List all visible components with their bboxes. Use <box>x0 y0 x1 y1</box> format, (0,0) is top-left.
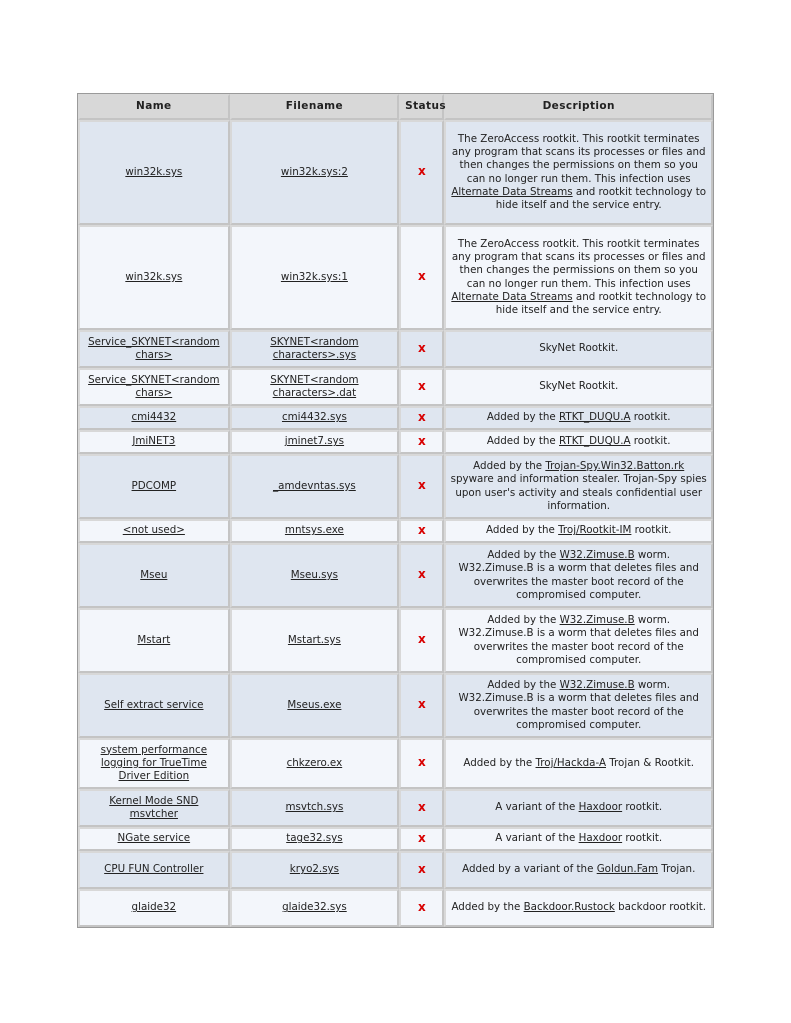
cell-description <box>444 330 713 368</box>
description-text: Added by the <box>487 548 560 561</box>
description-text: rootkit. <box>630 435 671 448</box>
cell-name <box>78 519 230 543</box>
cell-status <box>399 368 444 406</box>
cell-filename <box>230 738 400 789</box>
table-row <box>78 738 713 789</box>
name-link[interactable]: Mseu <box>140 568 168 581</box>
status-x-icon: x <box>417 522 426 537</box>
description-text: A variant of the <box>495 832 579 845</box>
description-text: rootkit. <box>622 801 663 814</box>
description-text: Added by the <box>463 756 536 769</box>
cell-name <box>78 430 230 454</box>
cell-filename <box>230 673 400 738</box>
table-row <box>78 430 713 454</box>
name-link[interactable]: NGate service <box>117 832 191 845</box>
status-x-icon: x <box>417 433 426 448</box>
filename-link[interactable]: chkzero.ex <box>286 756 343 769</box>
header-description: Description <box>444 94 713 120</box>
status-x-icon: x <box>417 567 426 582</box>
cell-filename <box>230 851 400 889</box>
cell-description <box>444 543 713 608</box>
description-text: Added by the <box>487 613 560 626</box>
cell-name <box>78 851 230 889</box>
cell-status <box>399 827 444 851</box>
description-text: rootkit. <box>630 411 671 424</box>
header-status: Status <box>399 94 444 120</box>
cell-description <box>444 608 713 673</box>
filename-link[interactable]: Mseus.exe <box>287 698 342 711</box>
description-text: Added by the <box>451 901 524 914</box>
table-row <box>78 673 713 738</box>
filename-link[interactable]: mntsys.exe <box>284 524 344 537</box>
description-text: rootkit. <box>631 524 672 537</box>
table-row <box>78 120 713 225</box>
status-x-icon: x <box>417 899 426 914</box>
status-x-icon: x <box>417 409 426 424</box>
description-text: Added by the <box>487 678 560 691</box>
filename-link[interactable]: win32k.sys:1 <box>280 270 348 283</box>
cell-name <box>78 673 230 738</box>
cell-status <box>399 608 444 673</box>
cell-filename <box>230 519 400 543</box>
table-row <box>78 851 713 889</box>
description-text: worm. W32.Zimuse.B is a worm that deletes files and overwrites the master boot record of the compromised computer. <box>458 548 699 601</box>
cell-description <box>444 519 713 543</box>
filename-link[interactable]: jminet7.sys <box>284 435 345 448</box>
cell-description <box>444 225 713 330</box>
filename-link[interactable]: win32k.sys:2 <box>280 165 348 178</box>
description-text: SkyNet Rootkit. <box>539 342 619 355</box>
header-filename: Filename <box>230 94 400 120</box>
table-row <box>78 789 713 827</box>
name-link[interactable]: CPU FUN Controller <box>104 863 204 876</box>
name-link[interactable]: JmiNET3 <box>132 435 176 448</box>
table-row <box>78 608 713 673</box>
cell-name <box>78 368 230 406</box>
description-text: spyware and information stealer. Trojan-Spy spies upon user's activity and steals confidential user information. <box>450 473 707 512</box>
name-link[interactable]: cmi4432 <box>131 411 177 424</box>
name-link[interactable]: Kernel Mode SND msvtcher <box>109 794 199 820</box>
cell-name <box>78 406 230 430</box>
name-link[interactable]: Mstart <box>137 633 171 646</box>
description-link[interactable]: Troj/Rootkit-IM <box>558 524 632 537</box>
description-text: rootkit. <box>622 832 663 845</box>
filename-link[interactable]: SKYNET<random characters>.dat <box>270 373 359 399</box>
cell-filename <box>230 608 400 673</box>
description-text: The ZeroAccess rootkit. This rootkit terminates any program that scans its processes or files and then changes the permissions on them so you can no longer run them. This infection uses <box>451 237 706 290</box>
description-link[interactable]: Goldun.Fam <box>596 863 659 876</box>
filename-link[interactable]: Mstart.sys <box>287 633 341 646</box>
table-row <box>78 827 713 851</box>
cell-description <box>444 120 713 225</box>
status-x-icon: x <box>417 830 426 845</box>
table-header-row <box>78 94 713 120</box>
cell-description <box>444 827 713 851</box>
description-link[interactable]: RTKT_DUQU.A <box>559 411 631 424</box>
status-x-icon: x <box>417 478 426 493</box>
table-row <box>78 519 713 543</box>
table-body <box>78 120 713 927</box>
cell-filename <box>230 368 400 406</box>
infection-table <box>77 93 714 928</box>
description-text: Trojan. <box>658 863 696 876</box>
filename-link[interactable]: SKYNET<random characters>.sys <box>270 335 359 361</box>
cell-filename <box>230 827 400 851</box>
name-link[interactable]: glaide32 <box>131 901 177 914</box>
description-text: Added by the <box>485 524 559 537</box>
cell-name <box>78 120 230 225</box>
header-name: Name <box>78 94 230 120</box>
description-link[interactable]: Troj/Hackda-A <box>535 756 606 769</box>
cell-status <box>399 330 444 368</box>
filename-link[interactable]: kryo2.sys <box>289 863 340 876</box>
cell-name <box>78 454 230 519</box>
description-text: backdoor rootkit. <box>614 901 707 914</box>
cell-name <box>78 827 230 851</box>
filename-link[interactable]: _amdevntas.sys <box>273 479 356 492</box>
description-link[interactable]: Trojan-Spy.Win32.Batton.rk <box>545 459 685 472</box>
filename-link[interactable]: Mseu.sys <box>290 568 339 581</box>
cell-filename <box>230 543 400 608</box>
name-link[interactable]: win32k.sys <box>125 165 183 178</box>
name-link[interactable]: Self extract service <box>104 698 204 711</box>
cell-description <box>444 851 713 889</box>
cell-description <box>444 454 713 519</box>
name-link[interactable]: PDCOMP <box>131 479 177 492</box>
cell-description <box>444 406 713 430</box>
cell-filename <box>230 430 400 454</box>
cell-filename <box>230 225 400 330</box>
cell-description <box>444 430 713 454</box>
description-link[interactable]: Haxdoor <box>578 801 623 814</box>
name-link[interactable]: system performance logging for TrueTime Driver Edition <box>100 743 208 783</box>
description-text: The ZeroAccess rootkit. This rootkit terminates any program that scans its processes or files and then changes the permissions on them so you can no longer run them. This infection uses <box>451 132 706 185</box>
description-link[interactable]: Alternate Data Streams <box>451 290 573 303</box>
description-text: Added by the <box>473 459 546 472</box>
name-link[interactable]: <not used> <box>122 524 185 537</box>
cell-name <box>78 543 230 608</box>
cell-filename <box>230 889 400 927</box>
description-text: worm. W32.Zimuse.B is a worm that deletes files and overwrites the master boot record of the compromised computer. <box>458 678 699 731</box>
table-row <box>78 368 713 406</box>
description-text: Trojan & Rootkit. <box>605 756 695 769</box>
cell-name <box>78 225 230 330</box>
status-x-icon: x <box>417 755 426 770</box>
status-x-icon: x <box>417 340 426 355</box>
cell-status <box>399 789 444 827</box>
description-link[interactable]: W32.Zimuse.B <box>559 613 635 626</box>
filename-link[interactable]: glaide32.sys <box>282 901 347 914</box>
cell-status <box>399 543 444 608</box>
cell-status <box>399 673 444 738</box>
cell-status <box>399 851 444 889</box>
description-text: worm. W32.Zimuse.B is a worm that deletes files and overwrites the master boot record of the compromised computer. <box>458 613 699 666</box>
cell-filename <box>230 406 400 430</box>
description-text: Added by a variant of the <box>462 863 597 876</box>
filename-link[interactable]: cmi4432.sys <box>281 411 347 424</box>
description-link[interactable]: RTKT_DUQU.A <box>559 435 631 448</box>
name-link[interactable]: Service_SKYNET<random chars> <box>88 373 220 399</box>
cell-filename <box>230 330 400 368</box>
table-row <box>78 454 713 519</box>
name-link[interactable]: Service_SKYNET<random chars> <box>88 335 220 361</box>
description-link[interactable]: Backdoor.Rustock <box>523 901 615 914</box>
cell-status <box>399 889 444 927</box>
description-text: Added by the <box>486 411 560 424</box>
cell-filename <box>230 454 400 519</box>
table-row <box>78 406 713 430</box>
table-row <box>78 543 713 608</box>
table-row <box>78 330 713 368</box>
cell-name <box>78 789 230 827</box>
cell-status <box>399 120 444 225</box>
table-row <box>78 889 713 927</box>
description-link[interactable]: Haxdoor <box>578 832 623 845</box>
status-x-icon: x <box>417 632 426 647</box>
cell-name <box>78 738 230 789</box>
description-link[interactable]: W32.Zimuse.B <box>559 548 635 561</box>
description-text: Added by the <box>486 435 560 448</box>
status-x-icon: x <box>417 861 426 876</box>
status-x-icon: x <box>417 378 426 393</box>
status-x-icon: x <box>417 697 426 712</box>
cell-description <box>444 368 713 406</box>
cell-status <box>399 519 444 543</box>
description-text: and rootkit technology to hide itself and the service entry. <box>495 185 707 212</box>
name-link[interactable]: win32k.sys <box>125 270 183 283</box>
cell-name <box>78 608 230 673</box>
cell-status <box>399 738 444 789</box>
cell-status <box>399 430 444 454</box>
cell-description <box>444 738 713 789</box>
status-x-icon: x <box>417 164 426 179</box>
description-text: SkyNet Rootkit. <box>539 380 619 393</box>
cell-status <box>399 454 444 519</box>
filename-link[interactable]: msvtch.sys <box>285 801 344 814</box>
description-link[interactable]: Alternate Data Streams <box>451 185 573 198</box>
cell-filename <box>230 120 400 225</box>
cell-status <box>399 406 444 430</box>
table-row <box>78 225 713 330</box>
cell-description <box>444 889 713 927</box>
cell-name <box>78 889 230 927</box>
status-x-icon: x <box>417 269 426 284</box>
cell-filename <box>230 789 400 827</box>
cell-name <box>78 330 230 368</box>
cell-status <box>399 225 444 330</box>
cell-description <box>444 673 713 738</box>
filename-link[interactable]: tage32.sys <box>286 832 343 845</box>
cell-description <box>444 789 713 827</box>
status-x-icon: x <box>417 799 426 814</box>
description-text: and rootkit technology to hide itself and the service entry. <box>495 290 707 317</box>
description-text: A variant of the <box>495 801 579 814</box>
description-link[interactable]: W32.Zimuse.B <box>559 678 635 691</box>
